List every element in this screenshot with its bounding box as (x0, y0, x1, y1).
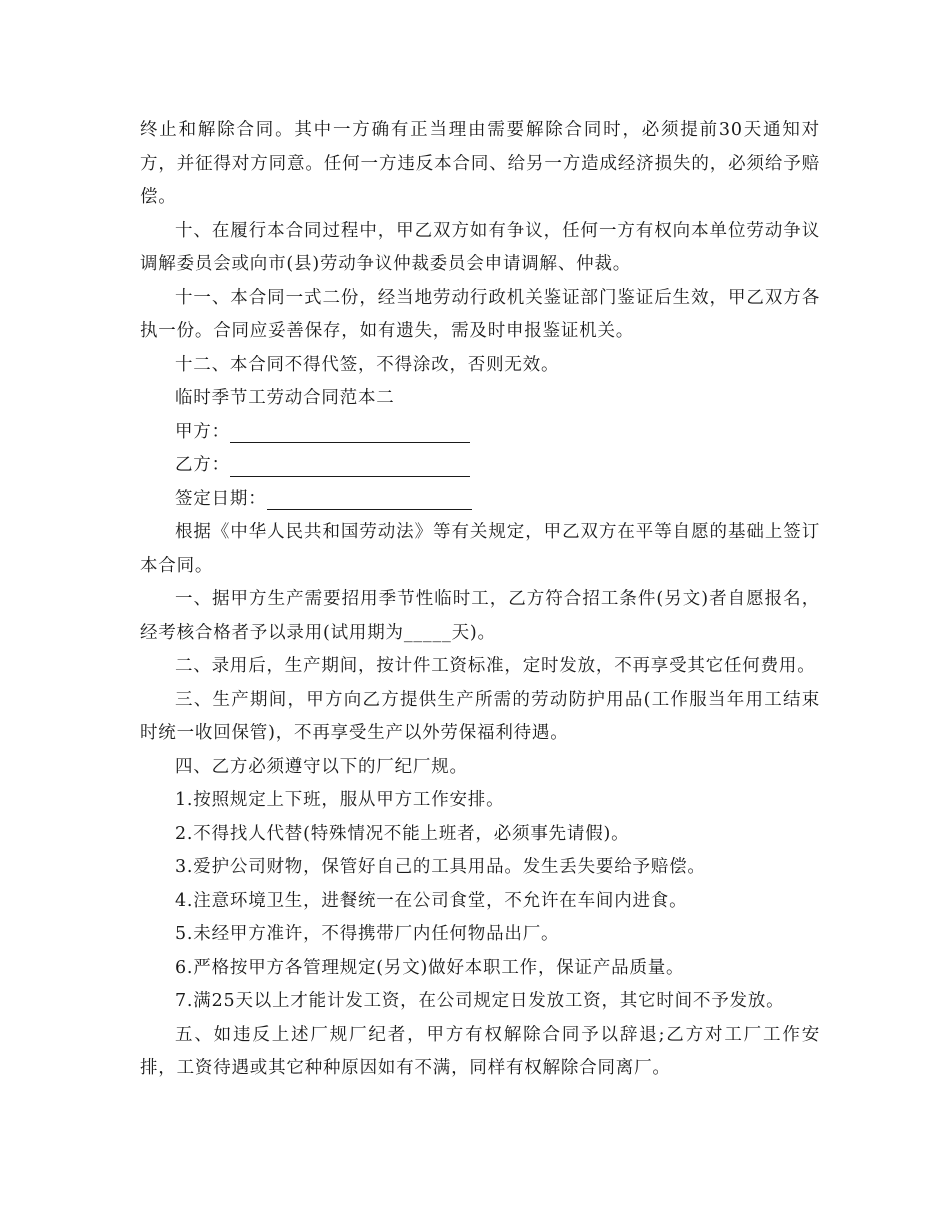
section-title-template-two: 临时季节工劳动合同范本二 (175, 388, 395, 408)
paragraph-preamble: 根据《中华人民共和国劳动法》等有关规定，甲乙双方在平等自愿的基础上签订本合同。 (140, 522, 820, 576)
sign-date-blank-line (267, 487, 472, 510)
paragraph-article-2: 二、录用后，生产期间，按计件工资标准，定时发放，不再享受其它任何费用。 (175, 656, 816, 676)
paragraph-article-5: 五、如违反上述厂规厂纪者，甲方有权解除合同予以辞退;乙方对工厂工作安排，工资待遇或其它种种原因如有不满，同样有权解除合同离厂。 (140, 1024, 820, 1078)
sign-date-label: 签定日期： (175, 488, 267, 509)
paragraph-article-4: 四、乙方必须遵守以下的厂纪厂规。 (175, 756, 468, 777)
rule-item-6: 6.严格按甲方各管理规定(另文)做好本职工作，保证产品质量。 (175, 957, 685, 978)
party-b-blank-line (230, 454, 470, 477)
party-b-field (175, 449, 820, 483)
paragraph-article-12: 十二、本合同不得代签，不得涂改，否则无效。 (175, 354, 560, 375)
paragraph-termination: 终止和解除合同。其中一方确有正当理由需要解除合同时，必须提前30天通知对方，并征得对方同意。任何一方违反本合同、给另一方造成经济损失的，必须给予赔偿。 (140, 120, 820, 207)
rule-item-7: 7.满25天以上才能计发工资，在公司规定日发放工资，其它时间不予发放。 (175, 991, 785, 1011)
rule-item-3: 3.爱护公司财物，保管好自己的工具用品。发生丢失要给予赔偿。 (175, 857, 706, 877)
rule-item-5: 5.未经甲方准许，不得携带厂内任何物品出厂。 (175, 924, 560, 944)
party-a-label: 甲方： (175, 421, 230, 442)
paragraph-article-1: 一、据甲方生产需要招用季节性临时工，乙方符合招工条件(另文)者自愿报名，经考核合格者予以录用(试用期为_____天)。 (140, 589, 820, 643)
party-a-blank-line (230, 420, 470, 443)
rule-item-4: 4.注意环境卫生，进餐统一在公司食堂，不允许在车间内进食。 (175, 890, 688, 911)
party-a-field (175, 416, 820, 450)
paragraph-article-11: 十一、本合同一式二份，经当地劳动行政机关鉴证部门鉴证后生效，甲乙双方各执一份。合同应妥善保存，如有遗失，需及时申报鉴证机关。 (140, 287, 820, 341)
sign-date-field (175, 483, 820, 517)
paragraph-article-10: 十、在履行本合同过程中，甲乙双方如有争议，任何一方有权向本单位劳动争议调解委员会或向市(县)劳动争议仲裁委员会申请调解、仲裁。 (140, 220, 820, 274)
rule-item-1: 1.按照规定上下班，服从甲方工作安排。 (175, 790, 505, 810)
rule-item-2: 2.不得找人代替(特殊情况不能上班者，必须事先请假)。 (175, 823, 630, 844)
paragraph-article-3: 三、生产期间，甲方向乙方提供生产所需的劳动防护用品(工作服当年用工结束时统一收回保管)，不再享受生产以外劳保福利待遇。 (140, 689, 820, 743)
document-content (140, 114, 820, 1086)
party-b-label: 乙方： (175, 455, 230, 475)
